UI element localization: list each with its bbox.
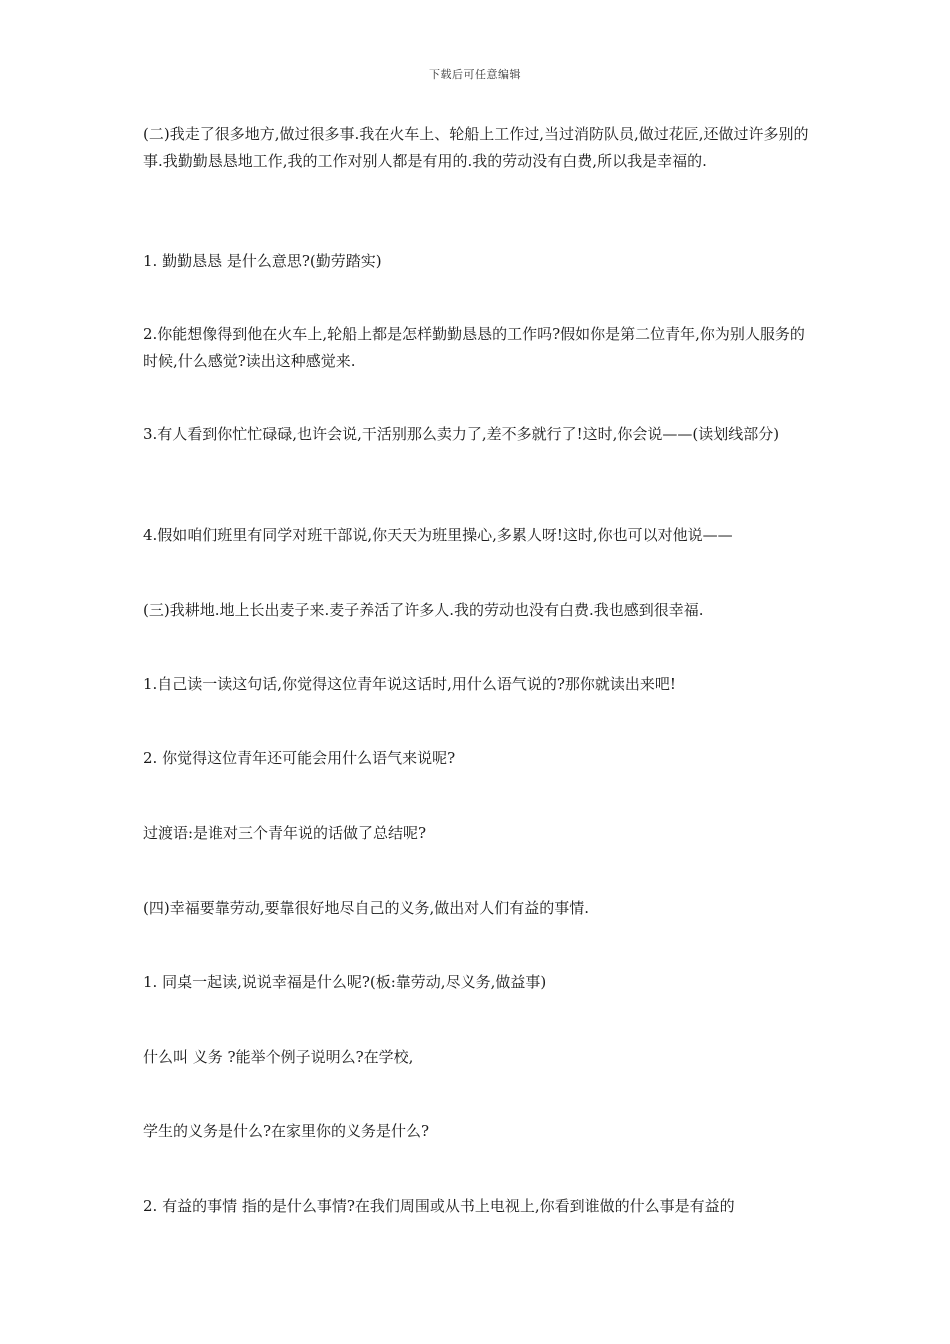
paragraph-question-3: 3.有人看到你忙忙碌碌,也许会说,干活别那么卖力了,差不多就行了!这时,你会说——(读划线部分) xyxy=(143,425,780,443)
paragraph-question-read: 1.自己读一读这句话,你觉得这位青年说这话时,用什么语气说的?那你就读出来吧! xyxy=(143,675,676,693)
paragraph-question-happiness: 1. 同桌一起读,说说幸福是什么呢?(板:靠劳动,尽义务,做益事) xyxy=(143,973,547,991)
paragraph-section-four: (四)幸福要靠劳动,要靠很好地尽自己的义务,做出对人们有益的事情. xyxy=(143,899,590,917)
paragraph-duty-question: 什么叫 义务 ?能举个例子说明么?在学校, xyxy=(143,1048,414,1066)
paragraph-question-1: 1. 勤勤恳恳 是什么意思?(勤劳踏实) xyxy=(143,252,382,270)
paragraph-section-three: (三)我耕地.地上长出麦子来.麦子养活了许多人.我的劳动也没有白费.我也感到很幸福. xyxy=(143,601,704,619)
paragraph-question-2: 2.你能想像得到他在火车上,轮船上都是怎样勤勤恳恳的工作吗?假如你是第二位青年,你为别人服务的时候,什么感觉?读出这种感觉来. xyxy=(143,325,805,370)
paragraph-section-two: (二)我走了很多地方,做过很多事.我在火车上、轮船上工作过,当过消防队员,做过花匠,还做过许多别的事.我勤勤恳恳地工作,我的工作对别人都是有用的.我的劳动没有白费,所以我是幸福的. xyxy=(143,125,809,170)
paragraph-question-tone: 2. 你觉得这位青年还可能会用什么语气来说呢? xyxy=(143,749,456,767)
page-header: 下载后可任意编辑 xyxy=(429,68,521,81)
paragraph-beneficial-things: 2. 有益的事情 指的是什么事情?在我们周围或从书上电视上,你看到谁做的什么事是有益的 xyxy=(143,1197,735,1215)
paragraph-question-4: 4.假如咱们班里有同学对班干部说,你天天为班里操心,多累人呀!这时,你也可以对他说—— xyxy=(143,526,733,544)
paragraph-student-duty: 学生的义务是什么?在家里你的义务是什么? xyxy=(143,1122,430,1140)
paragraph-transition: 过渡语:是谁对三个青年说的话做了总结呢? xyxy=(143,824,427,842)
